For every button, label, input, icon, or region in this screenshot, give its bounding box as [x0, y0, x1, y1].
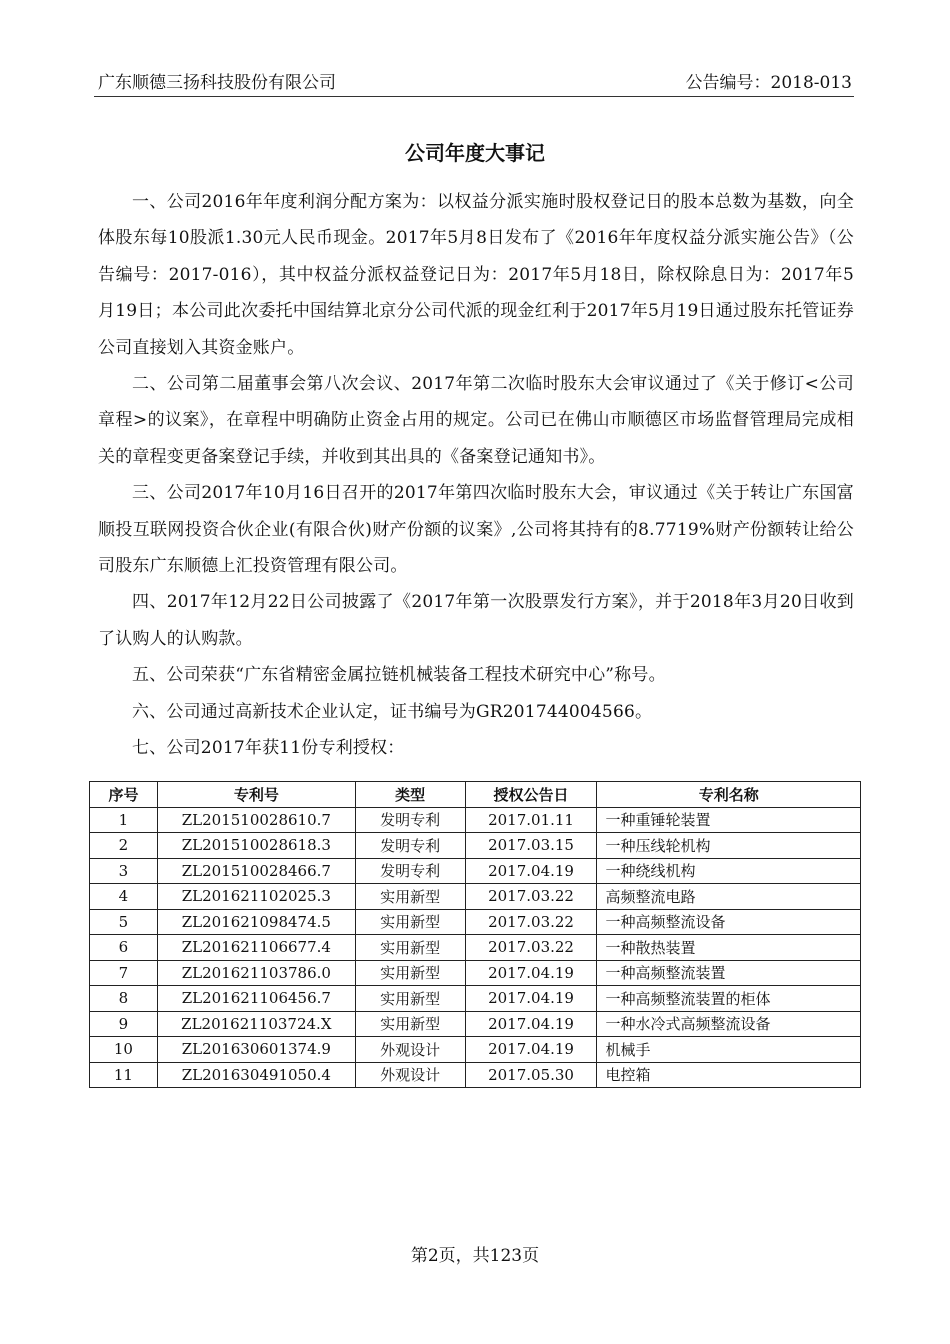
cell-index: 5: [90, 909, 158, 935]
table-row: [90, 833, 861, 859]
paragraph-4: 四、2017年12月22日公司披露了《2017年第一次股票发行方案》，并于2018年3月20日收到了认购人的认购款。: [98, 592, 854, 649]
cell-grant-date: 2017.04.19: [465, 1037, 597, 1063]
page-header: [94, 66, 854, 97]
table-row: [90, 807, 861, 833]
paragraph-5: 五、公司荣获“广东省精密金属拉链机械装备工程技术研究中心”称号。: [132, 665, 666, 686]
cell-patent-name: 机械手: [597, 1037, 861, 1063]
paragraph-3: 三、公司2017年10月16日召开的2017年第四次临时股东大会，审议通过《关于转让广东国富顺投互联网投资合伙企业(有限合伙)财产份额的议案》,公司将其持有的8.7719%财产份额转让给公司股东广东顺德上汇投资管理有限公司。: [98, 483, 854, 577]
cell-index: 6: [90, 935, 158, 961]
cell-type: 实用新型: [355, 986, 465, 1012]
cell-type: 实用新型: [355, 935, 465, 961]
cell-grant-date: 2017.05.30: [465, 1062, 597, 1088]
cell-grant-date: 2017.03.22: [465, 884, 597, 910]
cell-patent-number: ZL201621102025.3: [157, 884, 355, 910]
cell-patent-name: 一种高频整流装置: [597, 960, 861, 986]
cell-patent-name: 一种重锤轮装置: [597, 807, 861, 833]
cell-patent-name: 一种高频整流设备: [597, 909, 861, 935]
page-title: 公司年度大事记: [405, 141, 545, 165]
cell-patent-name: 一种散热装置: [597, 935, 861, 961]
cell-index: 7: [90, 960, 158, 986]
cell-index: 8: [90, 986, 158, 1012]
cell-grant-date: 2017.03.22: [465, 935, 597, 961]
cell-patent-name: 一种绕线机构: [597, 858, 861, 884]
header-index: 序号: [90, 782, 158, 808]
document-body: [98, 184, 854, 767]
cell-patent-number: ZL201630601374.9: [157, 1037, 355, 1063]
cell-index: 1: [90, 807, 158, 833]
cell-patent-number: ZL201621106456.7: [157, 986, 355, 1012]
company-name: 广东顺德三扬科技股份有限公司: [98, 73, 336, 93]
paragraph-6: 六、公司通过高新技术企业认定，证书编号为GR201744004566。: [132, 701, 653, 722]
cell-index: 11: [90, 1062, 158, 1088]
table-row: [90, 884, 861, 910]
cell-type: 发明专利: [355, 833, 465, 859]
table-row: [90, 935, 861, 961]
announcement-number: 公告编号：2018-013: [685, 73, 852, 93]
cell-type: 外观设计: [355, 1062, 465, 1088]
header-type: 类型: [355, 782, 465, 808]
cell-grant-date: 2017.01.11: [465, 807, 597, 833]
paragraph-1: 一、公司2016年年度利润分配方案为：以权益分派实施时股权登记日的股本总数为基数，向全体股东每10股派1.30元人民币现金。2017年5月8日发布了《2016年年度权益分派实施公告》（公告编号：2017-016），其中权益分派权益登记日为：2017年5月18日，除权除息日为：2017年5月19日；本公司此次委托中国结算北京分公司代派的现金红利于2017年5月19日通过股东托管证券公司直接划入其资金账户。: [98, 192, 854, 358]
cell-type: 外观设计: [355, 1037, 465, 1063]
cell-index: 9: [90, 1011, 158, 1037]
cell-grant-date: 2017.04.19: [465, 986, 597, 1012]
header-patent-name: 专利名称: [597, 782, 861, 808]
page-footer: 第2页，共123页: [410, 1246, 540, 1266]
cell-patent-number: ZL201510028466.7: [157, 858, 355, 884]
cell-patent-name: 一种水冷式高频整流设备: [597, 1011, 861, 1037]
cell-patent-name: 电控箱: [597, 1062, 861, 1088]
paragraph-7: 七、公司2017年获11份专利授权：: [132, 738, 405, 759]
cell-grant-date: 2017.03.22: [465, 909, 597, 935]
cell-index: 3: [90, 858, 158, 884]
patent-table: [89, 781, 861, 1088]
table-row: [90, 1037, 861, 1063]
cell-patent-number: ZL201510028618.3: [157, 833, 355, 859]
cell-type: 实用新型: [355, 960, 465, 986]
header-patent-number: 专利号: [157, 782, 355, 808]
cell-type: 实用新型: [355, 1011, 465, 1037]
cell-patent-name: 一种压线轮机构: [597, 833, 861, 859]
table-row: [90, 909, 861, 935]
cell-type: 发明专利: [355, 858, 465, 884]
cell-type: 发明专利: [355, 807, 465, 833]
cell-patent-number: ZL201621098474.5: [157, 909, 355, 935]
cell-patent-number: ZL201621106677.4: [157, 935, 355, 961]
cell-type: 实用新型: [355, 909, 465, 935]
cell-grant-date: 2017.03.15: [465, 833, 597, 859]
cell-patent-number: ZL201621103724.X: [157, 1011, 355, 1037]
paragraph-2: 二、公司第二届董事会第八次会议、2017年第二次临时股东大会审议通过了《关于修订<公司章程>的议案》，在章程中明确防止资金占用的规定。公司已在佛山市顺德区市场监督管理局完成相关的章程变更备案登记手续，并收到其出具的《备案登记通知书》。: [98, 374, 854, 467]
cell-patent-number: ZL201510028610.7: [157, 807, 355, 833]
cell-grant-date: 2017.04.19: [465, 960, 597, 986]
cell-patent-name: 高频整流电路: [597, 884, 861, 910]
cell-index: 2: [90, 833, 158, 859]
header-grant-date: 授权公告日: [465, 782, 597, 808]
table-row: [90, 960, 861, 986]
cell-grant-date: 2017.04.19: [465, 858, 597, 884]
cell-type: 实用新型: [355, 884, 465, 910]
cell-patent-name: 一种高频整流装置的柜体: [597, 986, 861, 1012]
cell-index: 10: [90, 1037, 158, 1063]
table-row: [90, 986, 861, 1012]
cell-grant-date: 2017.04.19: [465, 1011, 597, 1037]
table-row: [90, 1062, 861, 1088]
table-header-row: [90, 782, 861, 808]
cell-patent-number: ZL201621103786.0: [157, 960, 355, 986]
table-row: [90, 858, 861, 884]
cell-index: 4: [90, 884, 158, 910]
table-row: [90, 1011, 861, 1037]
cell-patent-number: ZL201630491050.4: [157, 1062, 355, 1088]
